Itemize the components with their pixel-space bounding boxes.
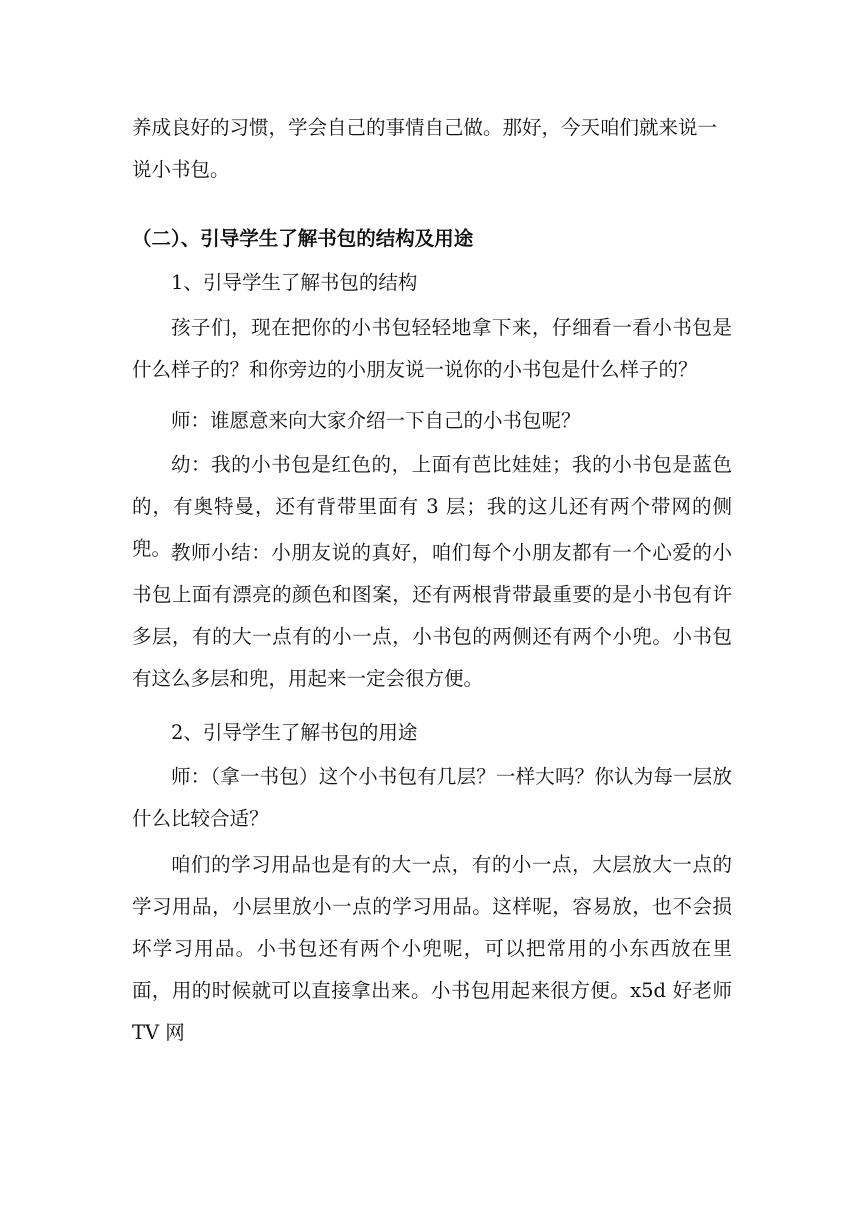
- paragraph-teacher-question: 师：谁愿意来向大家介绍一下自己的小书包呢？: [171, 409, 581, 432]
- paragraph-usage-explanation: 咱们的学习用品也是有的大一点，有的小一点，大层放大一点的学习用品，小层里放小一点的学习用品。这样呢，容易放，也不会损坏学习用品。小书包还有两个小兜呢，可以把常用的小东西放在里面，用的时候就可以直接拿出来。小书包用起来很方便。x5d 好老师 TV 网: [132, 853, 732, 1044]
- intro-paragraph: [132, 107, 732, 191]
- paragraph-layers-question: 师：（拿一书包）这个小书包有几层？一样大吗？你认为每一层放什么比较合适？: [132, 765, 732, 830]
- paragraph-teacher-summary: 教师小结：小朋友说的真好，咱们每个小朋友都有一个心爱的小书包上面有漂亮的颜色和图案，还有两根背带最重要的是小书包有许多层，有的大一点有的小一点，小书包的两侧还有两个小兜。小书包有这么多层和兜，用起来一定会很方便。: [132, 541, 732, 690]
- section-heading: （二）、引导学生了解书包的结构及用途: [132, 227, 474, 250]
- subsection-title-structure: 1、引导学生了解书包的结构: [171, 271, 418, 294]
- intro-line-2: 说小书包。: [132, 158, 230, 181]
- subsection-title-usage: 2、引导学生了解书包的用途: [171, 721, 418, 744]
- paragraph-child-answers: 幼：我的小书包是红色的，上面有芭比娃娃；我的小书包是蓝色的，有奥特曼，还有背带里面有 3 层；我的这儿还有两个带网的侧兜。: [132, 453, 732, 560]
- paragraph-observe-bag: 孩子们，现在把你的小书包轻轻地拿下来，仔细看一看小书包是什么样子的？和你旁边的小朋友说一说你的小书包是什么样子的？: [132, 316, 732, 381]
- intro-line-1: 养成良好的习惯，学会自己的事情自己做。那好，今天咱们就来说一: [132, 116, 718, 139]
